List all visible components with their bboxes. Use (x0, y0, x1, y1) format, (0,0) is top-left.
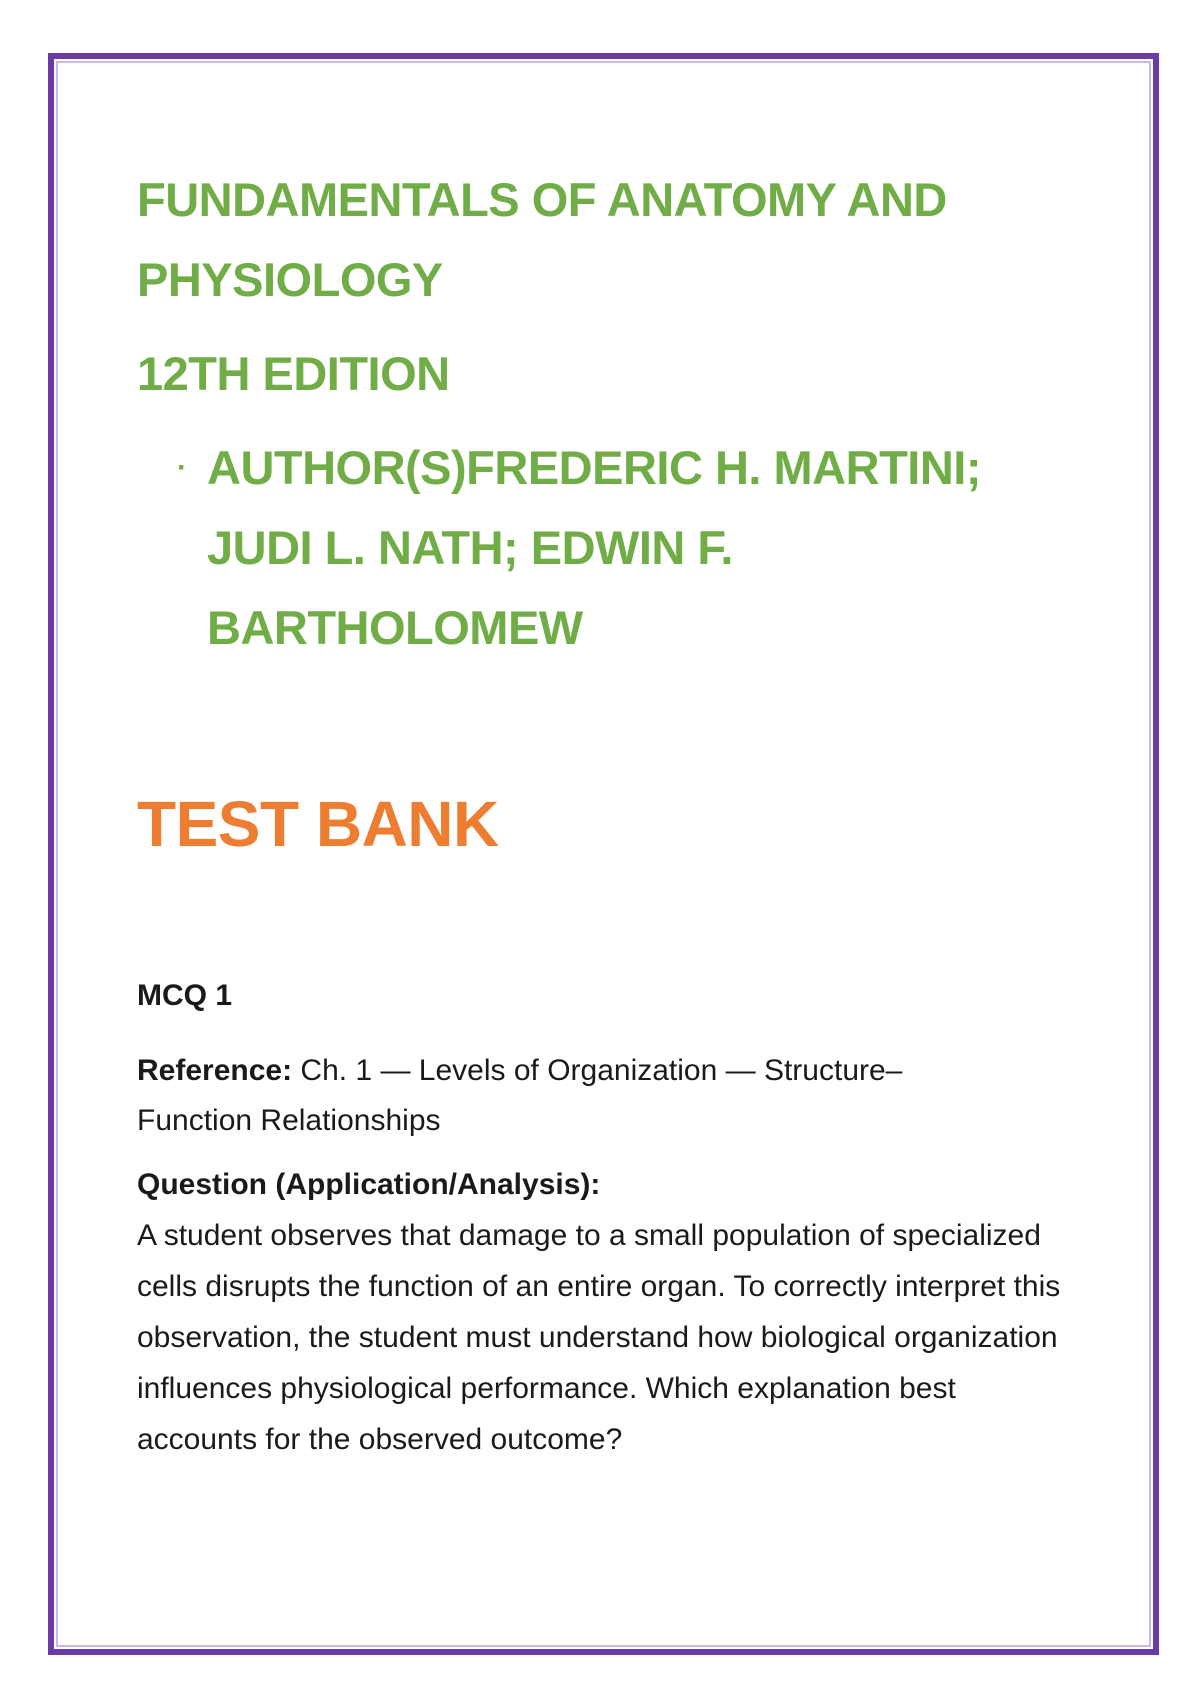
edition: 12TH EDITION (137, 347, 450, 400)
authors-line-1: AUTHOR(S)FREDERIC H. MARTINI; (207, 441, 981, 494)
bullet-icon: · (177, 451, 187, 484)
question-label: Question (Application/Analysis): (137, 1168, 601, 1201)
book-title-line-2: PHYSIOLOGY (137, 253, 443, 306)
reference (137, 1046, 997, 1146)
book-title-line-1: FUNDAMENTALS OF ANATOMY AND (137, 173, 947, 226)
book-title (137, 160, 1067, 320)
page-content (137, 160, 1067, 1465)
authors-line-2: JUDI L. NATH; EDWIN F. (207, 521, 733, 574)
authors (207, 428, 1007, 668)
authors-line-3: BARTHOLOMEW (207, 601, 583, 654)
test-bank-heading: TEST BANK (137, 788, 499, 860)
reference-text: Ch. 1 — Levels of Organization — Structure–Function Relationships (137, 1054, 903, 1137)
reference-label: Reference: (137, 1054, 293, 1087)
mcq-label: MCQ 1 (137, 979, 233, 1012)
authors-list-item (137, 428, 1067, 668)
question-text: A student observes that damage to a small population of specialized cells disrupts the function of an entire organ. To correctly interpret this observation, the student must understand how biological organization influences physiological performance. Which explanation best accounts for the observed outcome? (137, 1219, 1061, 1456)
